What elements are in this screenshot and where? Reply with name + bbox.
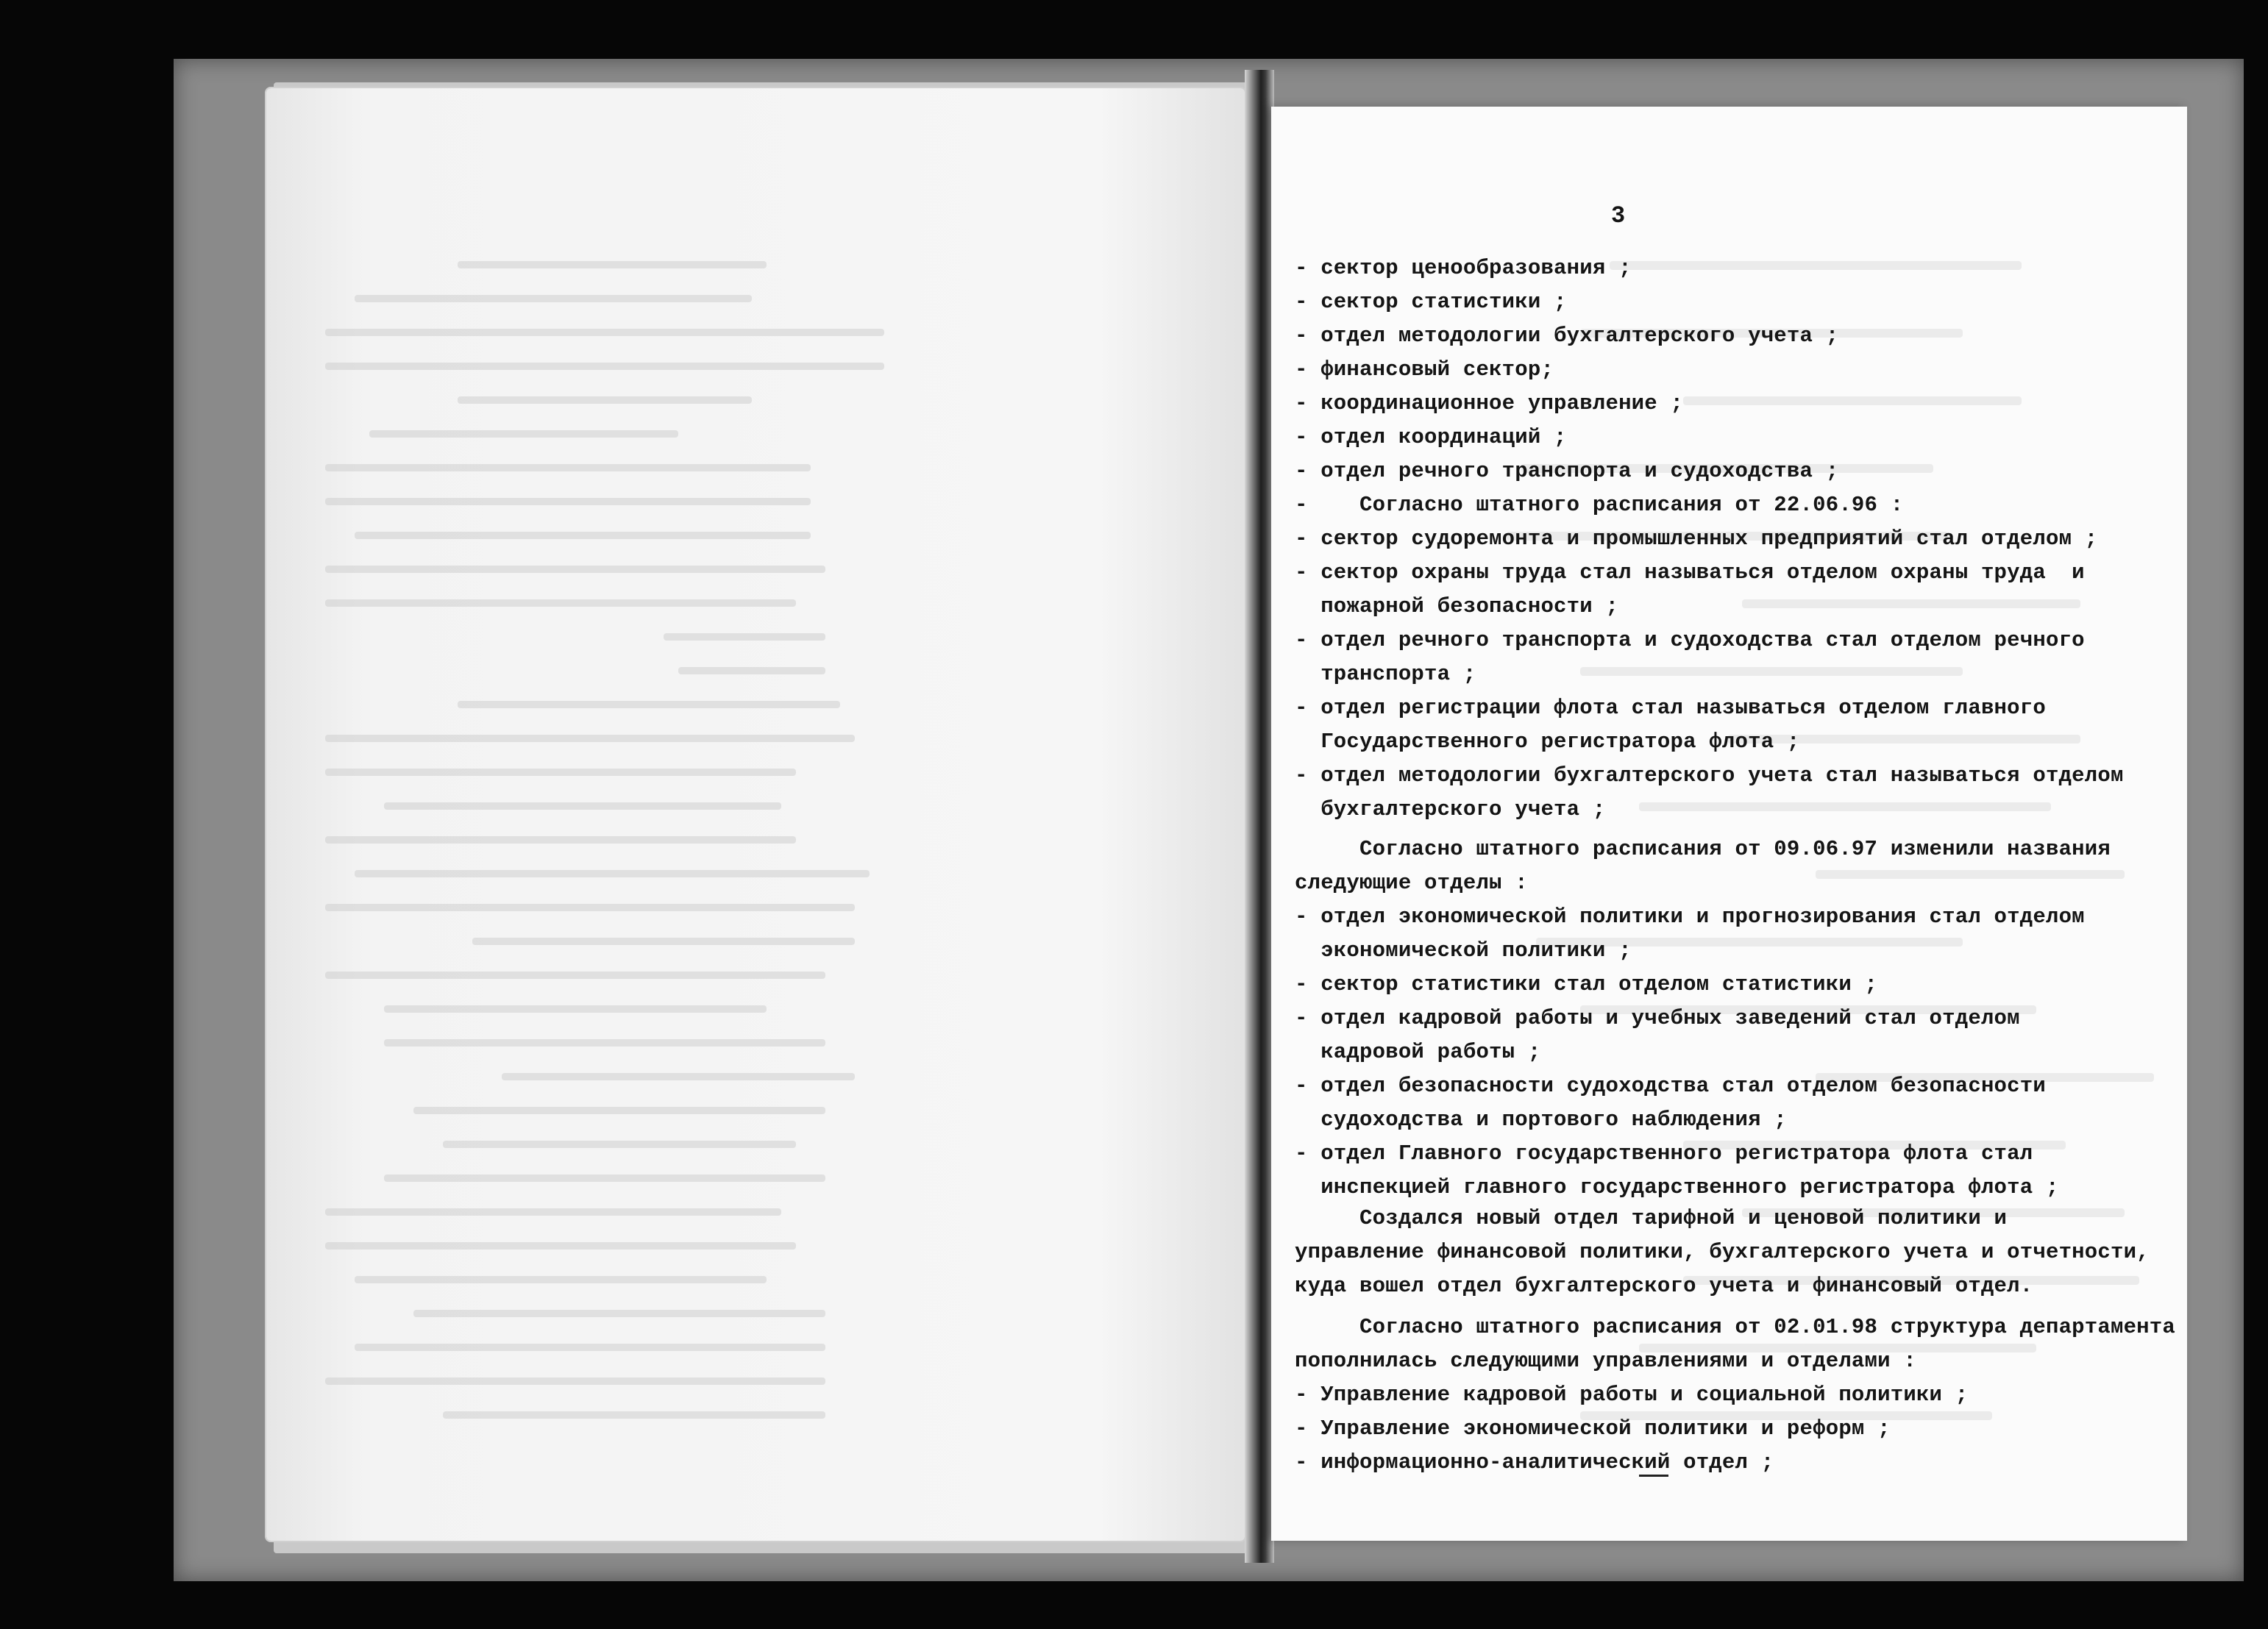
bleed-line bbox=[325, 599, 796, 607]
bleed-line bbox=[664, 633, 825, 641]
bleed-line bbox=[325, 972, 825, 979]
bleed-line bbox=[369, 430, 678, 438]
bleed-line bbox=[384, 802, 781, 810]
text-line: пожарной безопасности ; bbox=[1295, 594, 1619, 619]
bleed-line bbox=[325, 329, 884, 336]
text-line: бухгалтерского учета ; bbox=[1295, 797, 1606, 821]
text-line: Создался новый отдел тарифной и ценовой политики и bbox=[1295, 1206, 2008, 1230]
text-line: управление финансовой политики, бухгалтерского учета и отчетности, bbox=[1295, 1240, 2150, 1264]
bleed-line bbox=[472, 938, 855, 945]
text-line: - отдел речного транспорта и судоходства стал отделом речного bbox=[1295, 628, 2085, 652]
bleed-line bbox=[384, 1039, 825, 1047]
text-line: куда вошел отдел бухгалтерского учета и финансовый отдел. bbox=[1295, 1274, 2033, 1298]
text-line: экономической политики ; bbox=[1295, 938, 1632, 963]
text-line: - сектор охраны труда стал называться отделом охраны труда и bbox=[1295, 560, 2085, 585]
bleed-line bbox=[678, 667, 825, 674]
left-page-bleed-through bbox=[266, 88, 1245, 1541]
bleed-line bbox=[325, 735, 855, 742]
text-line: - Управление экономической политики и реформ ; bbox=[1295, 1416, 1891, 1441]
bleed-line bbox=[355, 1344, 825, 1351]
text-line: - финансовый сектор; bbox=[1295, 357, 1554, 382]
text-line: инспекцией главного государственного регистратора флота ; bbox=[1295, 1175, 2059, 1200]
bleed-line bbox=[325, 566, 825, 573]
bleed-line bbox=[355, 295, 752, 302]
text-line: - отдел Главного государственного регистратора флота стал bbox=[1295, 1141, 2033, 1166]
text-line: - отдел экономической политики и прогнозирования стал отделом bbox=[1295, 905, 2085, 929]
bleed-line bbox=[355, 1276, 767, 1283]
text-line: следующие отделы : bbox=[1295, 871, 1528, 895]
book-spine bbox=[1245, 70, 1274, 1563]
text-line: Государственного регистратора флота ; bbox=[1295, 730, 1800, 754]
text-line: - отдел кадровой работы и учебных заведений стал отделом bbox=[1295, 1006, 2020, 1030]
text-line: - отдел безопасности судоходства стал отделом безопасности bbox=[1295, 1074, 2046, 1098]
bleed-line bbox=[325, 1377, 825, 1385]
bleed-line bbox=[443, 1411, 825, 1419]
text-line: Согласно штатного расписания от 02.01.98 структура департамента bbox=[1295, 1315, 2175, 1339]
bleed-line bbox=[384, 1174, 825, 1182]
text-line: пополнилась следующими управлениями и отделами : bbox=[1295, 1349, 1916, 1373]
bleed-line bbox=[355, 870, 870, 877]
bleed-line bbox=[325, 363, 884, 370]
bleed-line bbox=[413, 1310, 825, 1317]
bleed-line bbox=[325, 498, 811, 505]
end-mark bbox=[1639, 1475, 1668, 1477]
bleed-line bbox=[458, 701, 840, 708]
text-line: Согласно штатного расписания от 09.06.97 изменили названия bbox=[1295, 837, 2111, 861]
text-line: - отдел методологии бухгалтерского учета стал называться отделом bbox=[1295, 763, 2124, 788]
bleed-line bbox=[443, 1141, 796, 1148]
text-line: - отдел речного транспорта и судоходства ; bbox=[1295, 459, 1839, 483]
bleed-line bbox=[325, 836, 796, 844]
bleed-line bbox=[325, 769, 796, 776]
text-line: - Согласно штатного расписания от 22.06.96 : bbox=[1295, 493, 1904, 517]
document-page bbox=[1271, 107, 2187, 1541]
bleed-line bbox=[325, 464, 811, 471]
text-line: - сектор ценообразования ; bbox=[1295, 256, 1632, 280]
text-line: - отдел регистрации флота стал называться отделом главного bbox=[1295, 696, 2046, 720]
text-line: - координационное управление ; bbox=[1295, 391, 1684, 416]
bleed-line bbox=[413, 1107, 825, 1114]
text-line: - информационно-аналитический отдел ; bbox=[1295, 1450, 1774, 1475]
bleed-line bbox=[458, 261, 767, 268]
bleed-line bbox=[355, 532, 811, 539]
bleed-line bbox=[458, 396, 752, 404]
page-number: 3 bbox=[1611, 202, 1626, 229]
page-text bbox=[1271, 107, 2187, 1541]
text-line: - Управление кадровой работы и социальной политики ; bbox=[1295, 1383, 1969, 1407]
text-line: кадровой работы ; bbox=[1295, 1040, 1541, 1064]
text-line: - отдел методологии бухгалтерского учета ; bbox=[1295, 324, 1839, 348]
bleed-line bbox=[325, 1208, 781, 1216]
text-line: - отдел координаций ; bbox=[1295, 425, 1567, 449]
text-line: - сектор статистики ; bbox=[1295, 290, 1567, 314]
text-line: - сектор статистики стал отделом статистики ; bbox=[1295, 972, 1878, 997]
bleed-line bbox=[325, 904, 855, 911]
bleed-line bbox=[502, 1073, 855, 1080]
bleed-line bbox=[325, 1242, 796, 1250]
bleed-line bbox=[384, 1005, 767, 1013]
text-line: - сектор судоремонта и промышленных предприятий стал отделом ; bbox=[1295, 527, 2098, 551]
text-line: судоходства и портового наблюдения ; bbox=[1295, 1108, 1787, 1132]
text-line: транспорта ; bbox=[1295, 662, 1476, 686]
